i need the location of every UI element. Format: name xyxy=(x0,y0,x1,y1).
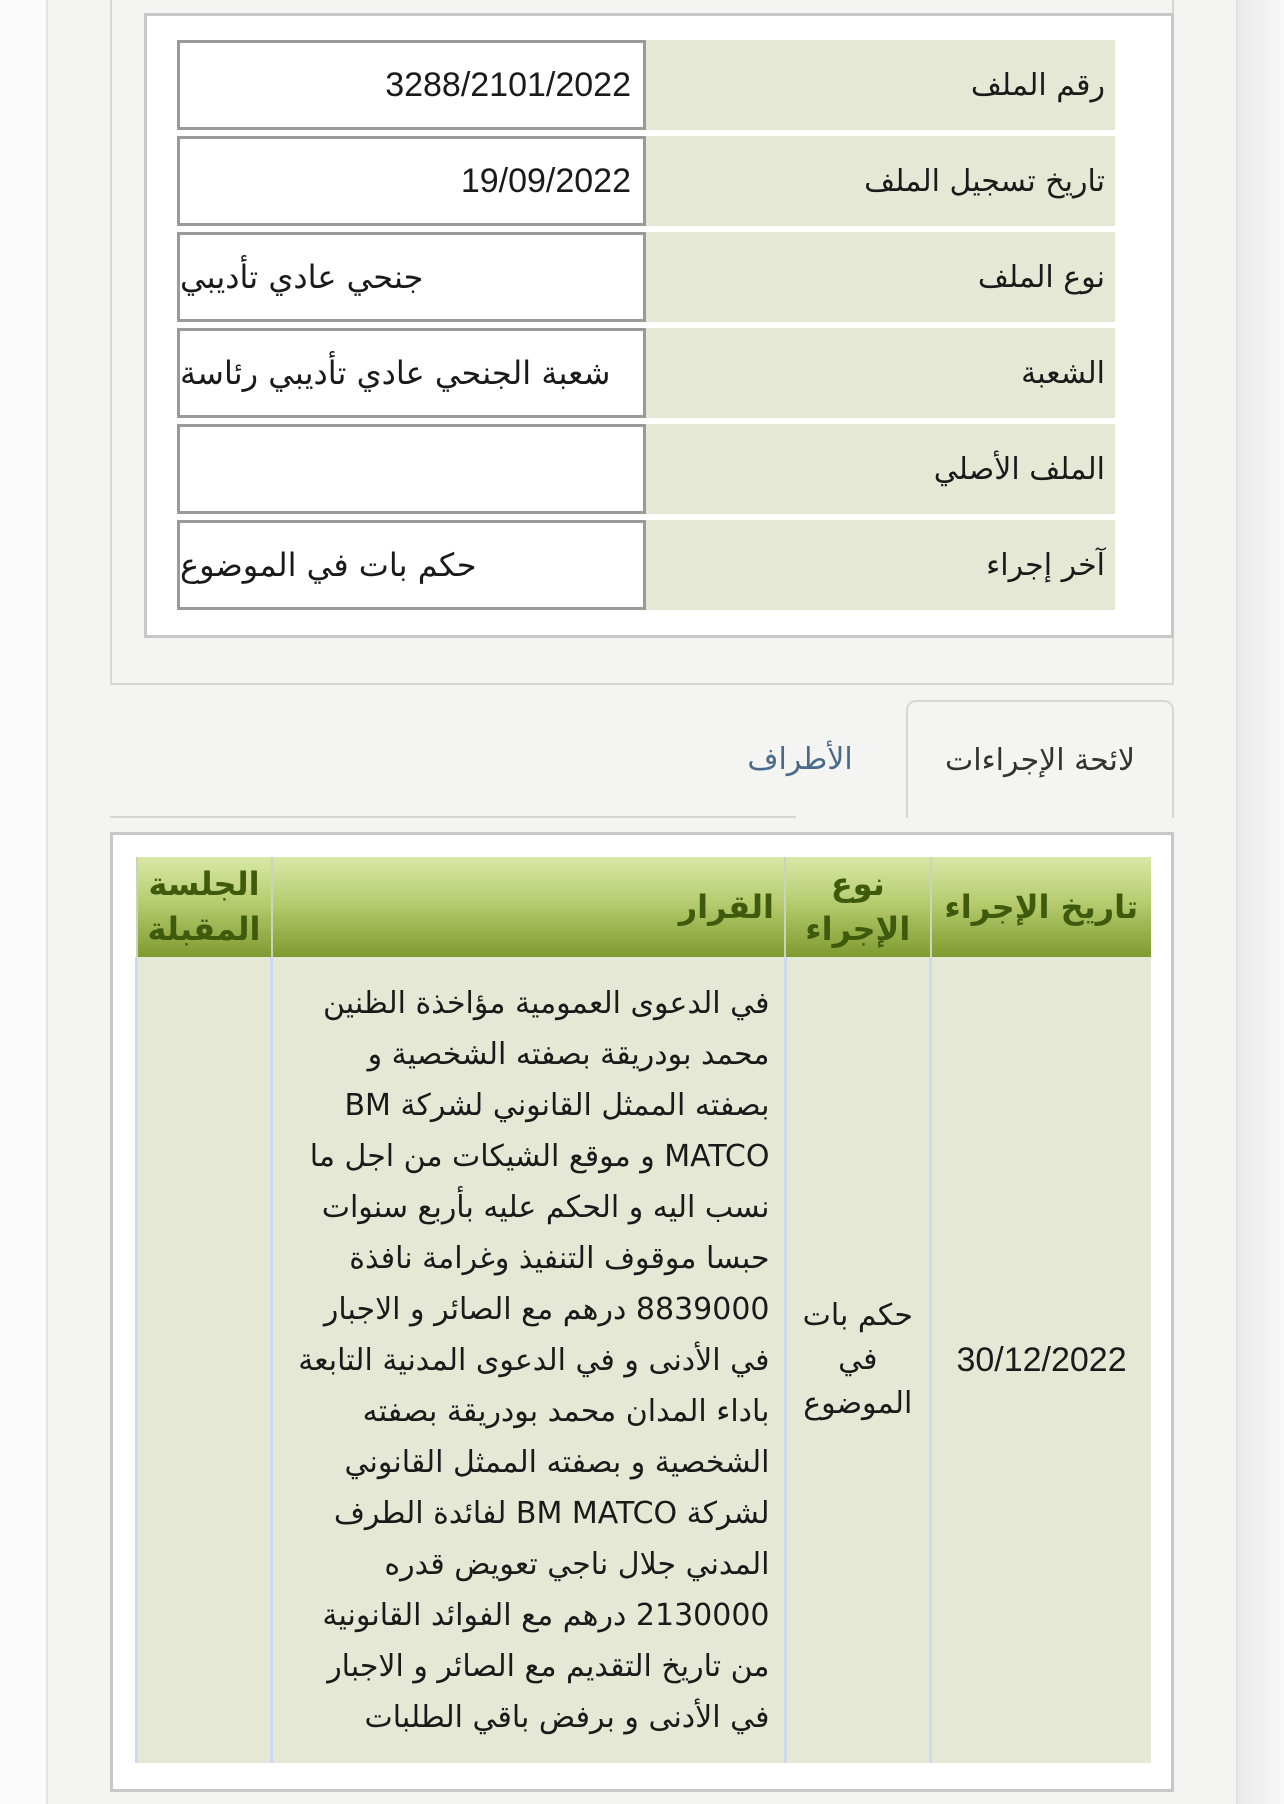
file-type-value: جنحي عادي تأديبي xyxy=(177,232,646,322)
registration-date-value: 19/09/2022 xyxy=(177,136,646,226)
page-right-margin xyxy=(1238,0,1284,1804)
info-row-registration-date xyxy=(177,136,1115,226)
table-row xyxy=(137,957,1152,1763)
info-row-division xyxy=(177,328,1115,418)
tabs-divider xyxy=(110,816,796,818)
procedures-table xyxy=(135,857,1151,1763)
page-left-margin xyxy=(0,0,46,1804)
header-next-session: الجلسة المقبلة xyxy=(137,857,272,957)
tabs-bar xyxy=(110,700,1174,818)
table-header-row xyxy=(137,857,1152,957)
decision-cell xyxy=(272,957,785,1763)
procedures-table-container xyxy=(110,832,1174,1792)
last-procedure-value: حكم بات في الموضوع xyxy=(177,520,646,610)
original-file-value xyxy=(177,424,646,514)
procedure-date-cell xyxy=(931,957,1151,1763)
info-row-file-type xyxy=(177,232,1115,322)
file-number-label: رقم الملف xyxy=(646,40,1115,130)
procedure-type: حكم بات في الموضوع xyxy=(802,1298,913,1421)
header-decision: القرار xyxy=(272,857,785,957)
division-value: شعبة الجنحي عادي تأديبي رئاسة xyxy=(177,328,646,418)
procedure-type-cell xyxy=(785,957,931,1763)
header-procedure-date: تاريخ الإجراء xyxy=(931,857,1151,957)
info-row-last-procedure xyxy=(177,520,1115,610)
info-row-file-number xyxy=(177,40,1115,130)
tab-parties[interactable]: الأطراف xyxy=(747,741,853,777)
registration-date-label: تاريخ تسجيل الملف xyxy=(646,136,1115,226)
last-procedure-label: آخر إجراء xyxy=(646,520,1115,610)
division-label: الشعبة xyxy=(646,328,1115,418)
tab-procedures-list[interactable]: لائحة الإجراءات xyxy=(906,700,1174,818)
header-procedure-type: نوع الإجراء xyxy=(785,857,931,957)
next-session-cell xyxy=(137,957,272,1763)
decision-text: في الدعوى العمومية مؤاخذة الظنين محمد بودريقة بصفته الشخصية و بصفته الممثل القانوني لشركة BM MATCO و موقع الشيكات من اجل ما نسب اليه و الحكم عليه بأربع سنوات حبسا موقوف التنفيذ وغرامة نافذة 8839000 درهم مع الصائر و الاجبار في الأدنى و في الدعوى المدنية التابعة باداء المدان محمد بودريقة بصفته الشخصية و بصفته الممثل القانوني لشركة BM MATCO لفائدة الطرف المدني جلال ناجي تعويض قدره 2130000 درهم مع الفوائد القانونية من تاريخ التقديم مع الصائر و الاجبار في الأدنى و برفض باقي الطلبات xyxy=(298,985,770,1735)
file-type-label: نوع الملف xyxy=(646,232,1115,322)
file-info-box xyxy=(144,13,1174,638)
info-row-original-file xyxy=(177,424,1115,514)
original-file-label: الملف الأصلي xyxy=(646,424,1115,514)
file-number-value: 3288/2101/2022 xyxy=(177,40,646,130)
procedure-date: 30/12/2022 xyxy=(956,1340,1127,1379)
